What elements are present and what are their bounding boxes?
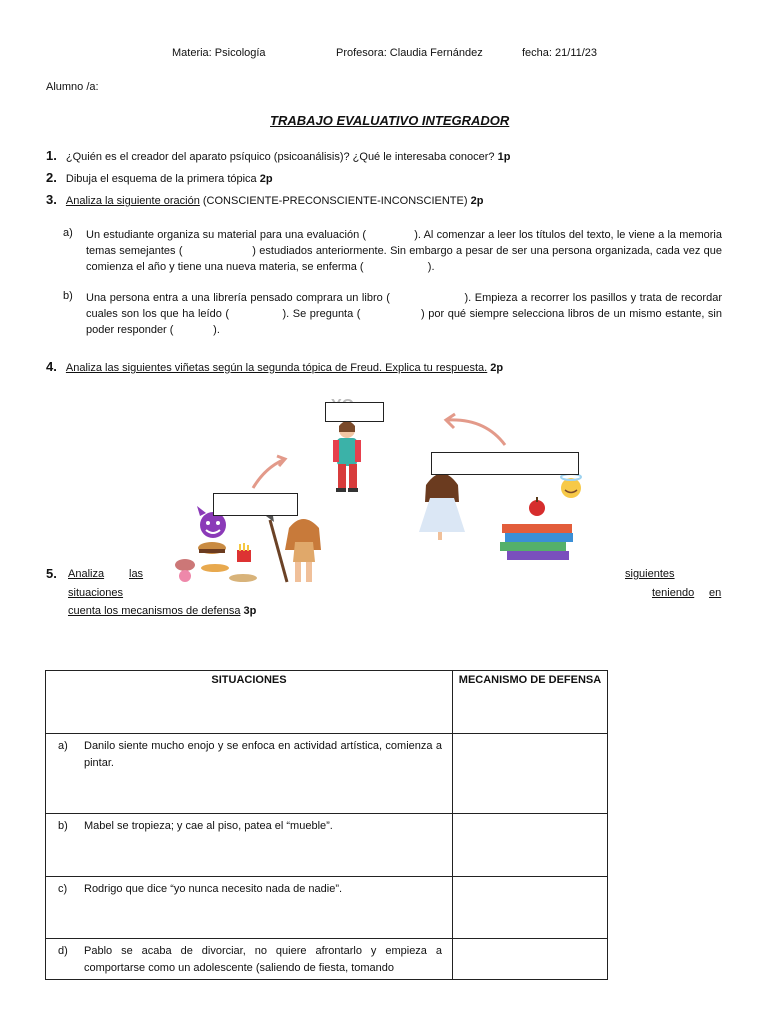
question-2: 2. Dibuja el esquema de la primera tópica 2p (46, 170, 273, 185)
q5-word-las: las (129, 568, 144, 580)
q3-b-text: Una persona entra a una librería pensado comprara un libro ( ). Empieza a recorrer los pasillos y trata de recordar cuales son los que ha leído ( ). Se pregunta ( ) por qué siempre selecciona libros de un mismo estante, sin poder responder ( ). (86, 292, 722, 336)
student-label: Alumno /a: (46, 81, 99, 93)
q5-word-teniendo: teniendo (652, 587, 695, 599)
q3-b-label: b) (63, 290, 73, 302)
yo-person-icon (333, 421, 361, 492)
answer-box-left[interactable] (213, 493, 298, 516)
answer-box-yo[interactable] (325, 402, 384, 422)
q5-word-siguientes: siguientes (625, 568, 675, 580)
q5-number: 5. (46, 566, 57, 581)
subject-label: Materia: Psicología (172, 47, 266, 59)
date-label: fecha: 21/11/23 (522, 47, 598, 59)
apple-icon (529, 497, 545, 516)
freud-illustration (155, 390, 615, 585)
question-3: 3. Analiza la siguiente oración (CONSCIENTE-PRECONSCIENTE-INCONSCIENTE) 2p (46, 192, 484, 207)
question-1: 1. ¿Quién es el creador del aparato psíquico (psicoanálisis)? ¿Qué le interesaba conocer? 1p (46, 148, 511, 163)
illustration-svg (155, 390, 615, 585)
page-title: TRABAJO EVALUATIVO INTEGRADOR (270, 113, 510, 128)
table-row: c) Rodrigo que dice “yo nunca necesito nada de nadie”. (46, 877, 608, 939)
q3-a-text: Un estudiante organiza su material para una evaluación ( ). Al comenzar a leer los títulos del texto, le viene a la memoria temas semejantes ( ) estudiados anteriormente. Sin embargo a pesar de ser una persona organizada, cada vez que comienza el año y tiene una nueva materia, se enferma ( ). (86, 229, 722, 273)
books-icon (500, 524, 573, 560)
angel-emoji-icon (561, 474, 581, 498)
table-row: b) Mabel se tropieza; y cae al piso, patea el “mueble”. (46, 814, 608, 877)
header-situaciones: SITUACIONES (46, 671, 453, 734)
q5-word-situaciones: situaciones (68, 587, 124, 599)
table-row: d) Pablo se acaba de divorciar, no quiere afrontarlo y empieza a comportarse como un adolescente (saliendo de fiesta, tomando (46, 939, 608, 980)
question-4: 4. Analiza las siguientes viñetas según la segunda tópica de Freud. Explica tu respuesta. 2p (46, 359, 504, 374)
food-icon (175, 542, 257, 582)
princess-icon (419, 469, 465, 540)
q5-word-en: en (709, 587, 722, 599)
defense-mechanisms-table (45, 670, 608, 980)
answer-cell[interactable] (453, 814, 608, 877)
teacher-label: Profesora: Claudia Fernández (336, 47, 483, 59)
table-row: a) Danilo siente mucho enojo y se enfoca en actividad artística, comienza a pintar. (46, 734, 608, 814)
q5-last-line: cuenta los mecanismos de defensa 3p (68, 605, 257, 617)
answer-box-right[interactable] (431, 452, 579, 475)
q5-word-analiza: Analiza (68, 568, 105, 580)
answer-cell[interactable] (453, 734, 608, 814)
arrow-curved-icon (447, 420, 505, 445)
table-header-row (46, 671, 608, 734)
answer-cell[interactable] (453, 877, 608, 939)
cavewoman-icon (266, 510, 321, 582)
arrow-up-left-icon (253, 460, 283, 488)
q3-a-label: a) (63, 227, 73, 239)
answer-cell[interactable] (453, 939, 608, 980)
header-mecanismo: MECANISMO DE DEFENSA (453, 671, 608, 734)
